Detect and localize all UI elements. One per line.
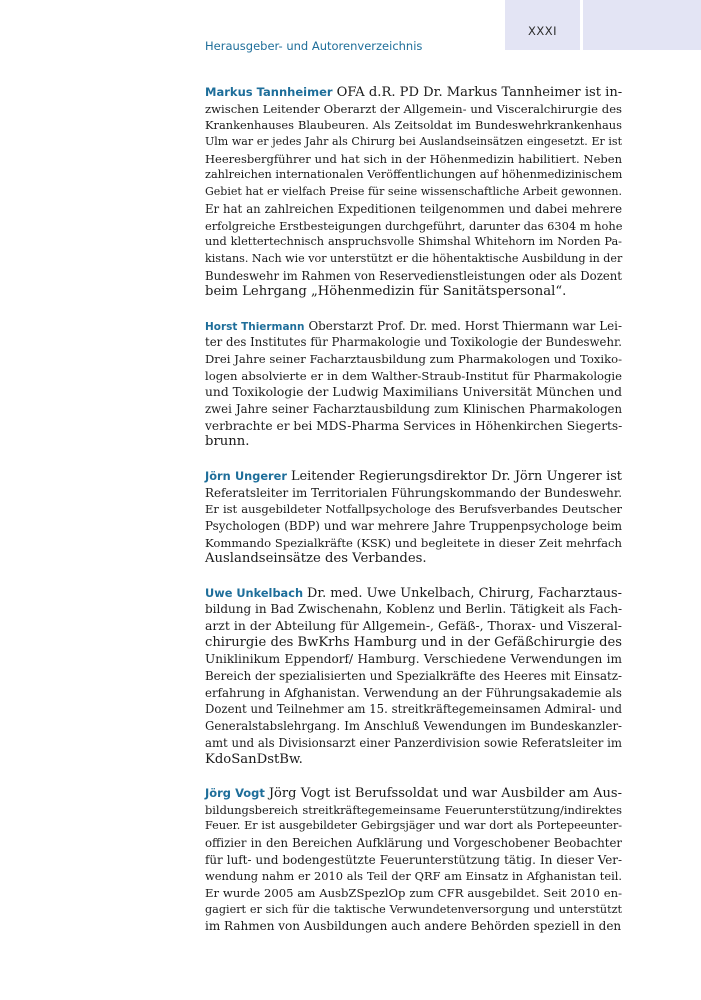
bio-line: wendung nahm er 2010 als Teil der QRF am Einsatz in Afghanistan teil.	[205, 869, 622, 884]
bio-line	[205, 318, 622, 335]
bio-line: chirurgie des BwKrhs Hamburg und in der Gefäßchirurgie des	[205, 634, 622, 650]
bio-line: Psychologen (BDP) und war mehrere Jahre Truppenpsychologe beim	[205, 518, 622, 533]
bio-line: KdoSanDstBw.	[205, 751, 303, 767]
bio-line: amt und als Divisionsarzt einer Panzerdivision sowie Referatsleiter im	[205, 735, 622, 750]
bio-line: Ulm war er jedes Jahr als Chirurg bei Auslandseinsätzen eingesetzt. Er ist	[205, 135, 622, 149]
bio-line: Gebiet hat er vielfach Preise für seine wissenschaftliche Arbeit gewonnen.	[205, 185, 622, 199]
bio-line: gagiert er sich für die taktische Verwundetenversorgung und unterstützt	[205, 902, 622, 916]
bio-line: Er wurde 2005 am AusbZSpezlOp zum CFR ausgebildet. Seit 2010 en-	[205, 886, 622, 900]
bio-line: ter des Institutes für Pharmakologie und Toxikologie der Bundeswehr.	[205, 335, 622, 350]
bio-line: Dozent und Teilnehmer am 15. streitkräftegemeinsamen Admiral- und	[205, 702, 622, 717]
bio-line: erfolgreiche Erstbesteigungen durchgeführt, darunter das 6304 m hohe	[205, 218, 623, 233]
page-number: XXXI	[527, 24, 558, 38]
bio-text: Jörg Vogt ist Berufssoldat und war Ausbilder am Aus-	[268, 785, 622, 801]
bio-line: beim Lehrgang „Höhenmedizin für Sanitätspersonal“.	[205, 284, 567, 300]
bio-line: offizier in den Bereichen Aufklärung und Vorgeschobener Beobachter	[205, 835, 622, 850]
bio-line: Krankenhauses Blaubeuren. Als Zeitsoldat im Bundeswehrkrankenhaus	[205, 118, 622, 133]
bio-line	[205, 585, 622, 602]
running-header: Herausgeber- und Autorenverzeichnis	[205, 39, 423, 53]
author-name: Jörg Vogt	[205, 785, 265, 800]
bio-line: zwischen Leitender Oberarzt der Allgemein- und Visceralchirurgie des	[205, 101, 622, 116]
bio-line: bildung in Bad Zwischenahn, Koblenz und Berlin. Tätigkeit als Fach-	[205, 602, 623, 617]
bio-line	[205, 84, 622, 101]
bio-line: Heeresbergführer und hat sich in der Höhenmedizin habilitiert. Neben	[205, 151, 622, 166]
bio-line	[205, 785, 622, 802]
bio-line: Bereich der spezialisierten und Spezialkräfte des Heeres mit Einsatz-	[205, 669, 622, 684]
author-entry	[205, 785, 622, 935]
bio-line: Drei Jahre seiner Facharztausbildung zum Pharmakologen und Toxiko-	[205, 352, 622, 366]
bio-line: logen absolvierte er in dem Walther-Straub-Institut für Pharmakologie	[205, 368, 622, 383]
bio-line: zahlreichen internationalen Veröffentlichungen auf höhenmedizinischem	[205, 168, 623, 182]
bio-text: OFA d.R. PD Dr. Markus Tannheimer ist in-	[336, 85, 623, 100]
bio-line: Er hat an zahlreichen Expeditionen teilgenommen und dabei mehrere	[205, 201, 622, 216]
bio-line: verbrachte er bei MDS-Pharma Services in Höhenkirchen Siegerts-	[205, 418, 623, 433]
bio-line: arzt in der Abteilung für Allgemein-, Gefäß-, Thorax- und Viszeral-	[205, 618, 622, 633]
bio-text: Leitender Regierungsdirektor Dr. Jörn Ungerer ist	[290, 468, 622, 484]
author-name: Jörn Ungerer	[205, 468, 287, 483]
bio-line: bildungsbereich streitkräftegemeinsame Feuerunterstützung/indirektes	[205, 802, 622, 817]
bio-line: und Toxikologie der Ludwig Maximilians Universität München und	[205, 385, 622, 400]
author-entry	[205, 585, 622, 769]
bio-line: und klettertechnisch anspruchsvolle Shimshal Whitehorn im Norden Pa-	[205, 235, 622, 249]
bio-line: Kommando Spezialkräfte (KSK) und begleitete in dieser Zeit mehrfach	[205, 535, 622, 550]
bio-line: kistans. Nach wie vor unterstützt er die höhentaktische Ausbildung in der	[205, 251, 623, 265]
bio-line: im Rahmen von Ausbildungen auch andere Behörden speziell in den	[205, 919, 622, 934]
bio-line: Referatsleiter im Territorialen Führungskommando der Bundeswehr.	[205, 485, 622, 500]
author-entry	[205, 318, 622, 452]
bio-line: Uniklinikum Eppendorf/ Hamburg. Verschiedene Verwendungen im	[205, 652, 622, 667]
bio-text: Oberstarzt Prof. Dr. med. Horst Thiermann war Lei-	[308, 318, 622, 333]
bio-text: Dr. med. Uwe Unkelbach, Chirurg, Facharztaus-	[307, 585, 623, 601]
author-name: Markus Tannheimer	[205, 85, 333, 99]
author-name: Horst Thiermann	[205, 320, 305, 333]
bio-line: brunn.	[205, 434, 250, 450]
author-name: Uwe Unkelbach	[205, 585, 304, 600]
bio-line: erfahrung in Afghanistan. Verwendung an der Führungsakademie als	[205, 685, 622, 700]
author-entry	[205, 84, 622, 301]
bio-line: Auslandseinsätze des Verbandes.	[205, 551, 427, 567]
bio-line: Er ist ausgebildeter Notfallpsychologe des Berufsverbandes Deutscher	[205, 502, 622, 517]
bio-line: Generalstabslehrgang. Im Anschluß Vewendungen im Bundeskanzler-	[205, 719, 622, 734]
author-list	[205, 84, 622, 952]
author-entry	[205, 468, 622, 568]
bio-line	[205, 468, 622, 485]
bio-line: für luft- und bodengestützte Feuerunterstützung tätig. In dieser Ver-	[205, 852, 622, 867]
bio-line: Feuer. Er ist ausgebildeter Gebirgsjäger und war dort als Portepeeunter-	[205, 819, 622, 833]
bio-line: Bundeswehr im Rahmen von Reservedienstleistungen oder als Dozent	[205, 268, 622, 283]
header-tab-right	[583, 0, 701, 50]
bio-line: zwei Jahre seiner Facharztausbildung zum Klinischen Pharmakologen	[205, 402, 622, 417]
